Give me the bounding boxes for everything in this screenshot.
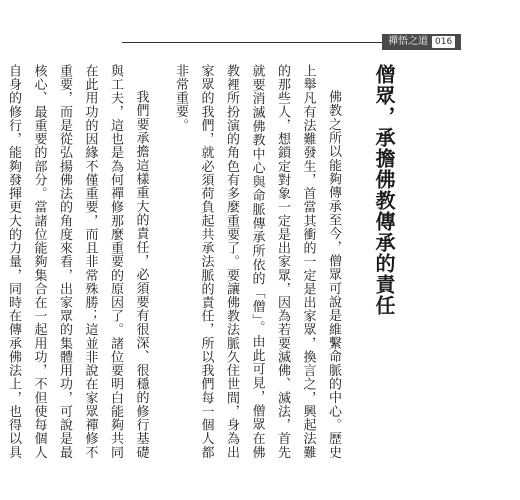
paragraph: 佛教之所以能夠傳承至今，僧眾可說是維繫命脈的中心。歷史上舉凡有法難發生，首當其衝的一定是出家眾，換言之，興起法難的那些人，想鎖定對象一定是出家眾，因為若要滅佛、滅法，首先就要消滅佛教中心與命脈傳承所依的「僧」。由此可見，僧眾在佛教裡所扮演的角色有多麼重要了。要讓佛教法脈久住世間，身為出家眾的我們，就必須荷負起共承法脈的責任，所以我們每一個人都非常重要。: [173, 64, 341, 459]
header-rule: [122, 42, 382, 43]
section-title: 禪悟之道: [388, 36, 428, 47]
paragraph: 我們要承擔這樣重大的責任，必須要有很深、很穩的修行基礎與工夫，這也是為何禪修那麼重要的原因了。諸位要明白能夠共同在此用功的因緣不僅重要，而且非常殊勝；這並非說在家眾禪修不重要，而是從弘揚佛法的角度來看，出家眾的集體用功，可說是最核心、最重要的部分。當諸位能夠集合在一起用功，不但使每個人自身的修行，能夠發揮更大的力量，同時在傳承佛法上，也得以具: [6, 64, 149, 459]
page-number: 016: [432, 36, 455, 48]
vertical-text-body: [6, 64, 396, 459]
article-title: 僧眾，承擔佛教傳承的責任: [372, 64, 396, 316]
running-header: [382, 34, 461, 50]
paragraph-gap: [154, 64, 168, 459]
